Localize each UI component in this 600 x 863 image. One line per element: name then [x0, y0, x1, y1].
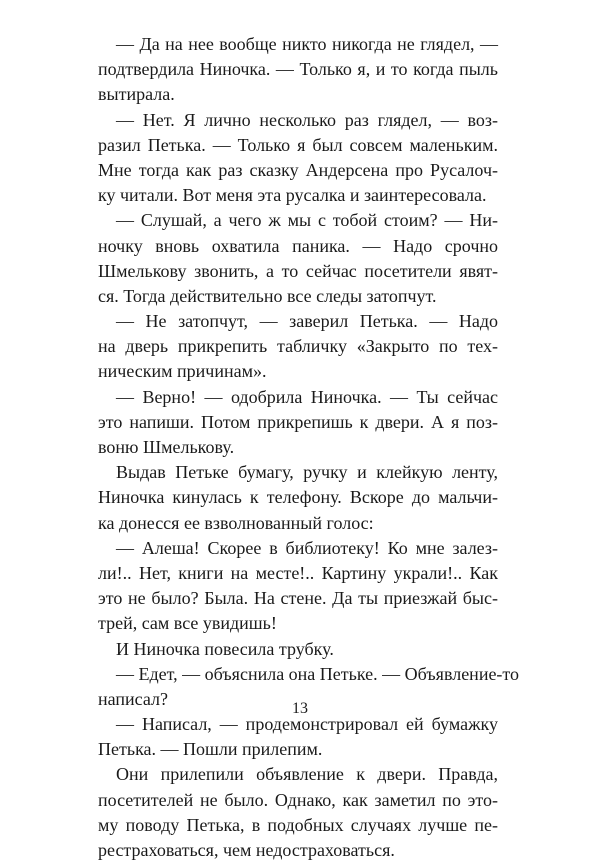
text-line: ли!.. Нет, книги на месте!.. Картину украли!.. Как: [98, 562, 498, 583]
text-line: Они прилепили объявление к двери. Правда,: [116, 764, 498, 785]
text-line: — Написал, — продемонстрировал ей бумажку: [116, 714, 498, 735]
text-line: ническим причинам».: [98, 361, 267, 382]
text-line: — Слушай, а чего ж мы с тобой стоим? — Ни-: [116, 210, 498, 231]
text-line: ся. Тогда действительно все следы затопчут.: [98, 285, 437, 306]
text-line: ку читали. Вот меня эта русалка и заинтересовала.: [98, 185, 487, 206]
text-line: Петька. — Пошли прилепим.: [98, 739, 323, 760]
text-line: — Не затопчут, — заверил Петька. — Надо: [116, 311, 498, 332]
text-line: на дверь прикрепить табличку «Закрыто по тех-: [98, 336, 498, 357]
text-line: трей, сам все увидишь!: [98, 613, 277, 634]
text-line: это напиши. Потом прикрепишь к двери. А я поз-: [98, 411, 498, 432]
text-line: ка донесся ее взволнованный голос:: [98, 512, 374, 533]
text-line: это не было? Была. На стене. Да ты приезжай быс-: [98, 588, 498, 609]
text-line: — Едет, — объяснила она Петьке. — Объявление-то: [116, 663, 520, 684]
text-line: написал?: [98, 688, 168, 709]
text-line: — Алеша! Скорее в библиотеку! Ко мне залез-: [116, 537, 498, 558]
text-line: разил Петька. — Только я был совсем маленьким.: [98, 134, 498, 155]
text-line: — Да на нее вообще никто никогда не глядел, —: [116, 34, 498, 54]
text-line: му поводу Петька, в подобных случаях лучше пе-: [98, 814, 498, 835]
page-number: 13: [292, 700, 308, 717]
text-line: рестраховаться, чем недостраховаться.: [98, 840, 395, 860]
page-text: [98, 32, 520, 863]
text-line: вытирала.: [98, 84, 175, 105]
text-line: посетителей не было. Однако, как заметил по это-: [98, 789, 498, 810]
text-line: воню Шмелькову.: [98, 437, 235, 457]
text-line: — Верно! — одобрила Ниночка. — Ты сейчас: [116, 386, 498, 407]
text-line: Ниночка кинулась к телефону. Вскоре до мальчи-: [98, 487, 498, 508]
text-line: Выдав Петьке бумагу, ручку и клейкую ленту,: [116, 462, 498, 483]
text-line: И Ниночка повесила трубку.: [116, 638, 334, 659]
text-line: Шмелькову звонить, а то сейчас посетители явят-: [98, 260, 498, 281]
text-line: ночку вновь охватила паника. — Надо срочно: [98, 235, 498, 256]
text-line: — Нет. Я лично несколько раз глядел, — воз-: [116, 109, 498, 130]
text-line: Мне тогда как раз сказку Андерсена про Русалоч-: [98, 159, 498, 180]
text-line: подтвердила Ниночка. — Только я, и то когда пыль: [98, 59, 498, 80]
